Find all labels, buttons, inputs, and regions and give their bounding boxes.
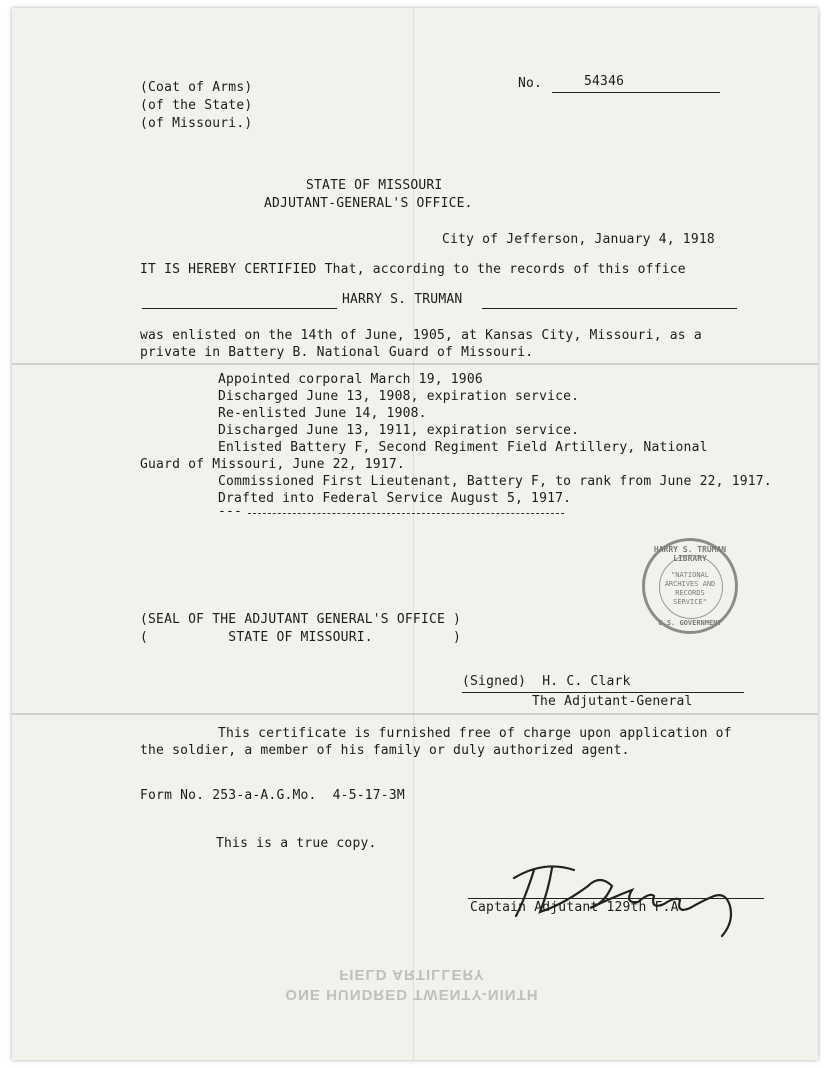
enlistment-line-2: private in Battery B. National Guard of Missouri. [140, 345, 534, 360]
enlistment-line-1: was enlisted on the 14th of June, 1905, at Kansas City, Missouri, as a [140, 328, 702, 343]
stamp-center-text: "NATIONAL ARCHIVES AND RECORDS SERVICE" [664, 571, 716, 606]
service-record-line: Discharged June 13, 1911, expiration service. [218, 423, 580, 438]
archives-stamp [642, 538, 738, 634]
service-record-line: Re-enlisted June 14, 1908. [218, 406, 427, 421]
service-record-line: Drafted into Federal Service August 5, 1917. [218, 491, 572, 506]
true-copy-note: This is a true copy. [216, 836, 377, 851]
free-charge-line-1: This certificate is furnished free of charge upon application of [218, 726, 732, 741]
closing-dash-rule [248, 513, 564, 514]
date-line: City of Jefferson, January 4, 1918 [442, 232, 715, 247]
fold-crease-upper [12, 363, 818, 365]
coat-of-arms-line-2: (of the State) [140, 98, 253, 113]
soldier-name: HARRY S. TRUMAN [342, 292, 463, 307]
service-record-line: Appointed corporal March 19, 1906 [218, 372, 483, 387]
signed-line: (Signed) H. C. Clark [462, 674, 631, 689]
form-number: Form No. 253-a-A.G.Mo. 4-5-17-3M [140, 788, 405, 803]
name-rule-right [482, 308, 737, 309]
certificate-page [12, 8, 818, 1060]
fold-crease-vertical [413, 8, 414, 1060]
bleed-through-text-1: FIELD ARTILLERY [339, 966, 485, 983]
service-record-line: Enlisted Battery F, Second Regiment Field Artillery, National [218, 440, 708, 455]
certified-line: IT IS HEREBY CERTIFIED That, according to the records of this office [140, 262, 686, 277]
name-rule-left [142, 308, 337, 309]
bleed-through-text-2: ONE HUNDRED TWENTY-NINTH [285, 986, 539, 1003]
stamp-bottom-text: U.S. GOVERNMENT [658, 619, 722, 627]
office-title: ADJUTANT-GENERAL'S OFFICE. [264, 196, 473, 211]
fold-crease-lower [12, 713, 818, 715]
signature-rule [462, 692, 744, 693]
certificate-number-label: No. [518, 76, 543, 91]
service-record-line: Commissioned First Lieutenant, Battery F, to rank from June 22, 1917. [218, 474, 772, 489]
captain-title: Captain Adjutant 129th F.A. [470, 900, 687, 915]
coat-of-arms-line-3: (of Missouri.) [140, 116, 253, 131]
service-record-line: Guard of Missouri, June 22, 1917. [140, 457, 405, 472]
coat-of-arms-line-1: (Coat of Arms) [140, 80, 253, 95]
certificate-number: 54346 [584, 74, 625, 89]
stamp-rim-text: HARRY S. TRUMAN LIBRARY [653, 545, 727, 563]
captain-signature-rule [468, 898, 764, 899]
state-title: STATE OF MISSOURI [306, 178, 443, 193]
service-record-line: Discharged June 13, 1908, expiration service. [218, 389, 580, 404]
free-charge-line-2: the soldier, a member of his family or duly authorized agent. [140, 743, 630, 758]
number-underline [552, 92, 720, 93]
dash-end-mark: --- [218, 504, 243, 519]
seal-line-1: (SEAL OF THE ADJUTANT GENERAL'S OFFICE ) [140, 612, 462, 627]
signer-title: The Adjutant-General [532, 694, 693, 709]
seal-line-2: ( STATE OF MISSOURI. ) [140, 630, 462, 645]
